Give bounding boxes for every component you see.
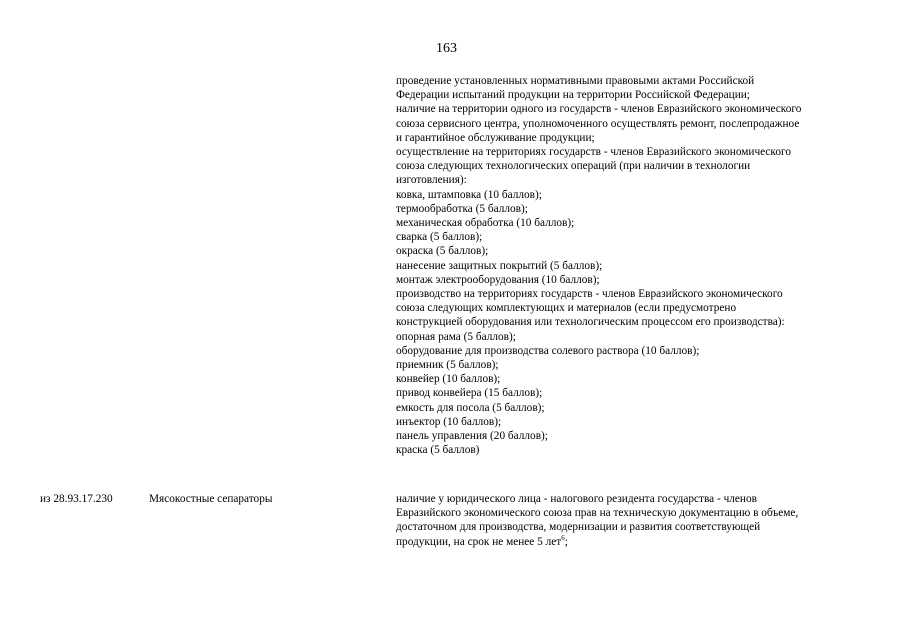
text-fragment: продукции, на срок не менее 5 лет xyxy=(396,535,562,548)
text-line: изготовления): xyxy=(396,174,467,187)
list-item: опорная рама (5 баллов); xyxy=(396,330,516,343)
list-item: нанесение защитных покрытий (5 баллов); xyxy=(396,259,603,272)
text-line: достаточном для производства, модернизации и развития соответствующей xyxy=(396,521,761,534)
text-line: конструкцией оборудования или технологическим процессом его производства): xyxy=(396,316,785,329)
list-item: ковка, штамповка (10 баллов); xyxy=(396,188,542,201)
requirements-cell xyxy=(396,492,886,549)
list-item: емкость для посола (5 баллов); xyxy=(396,401,545,414)
text-fragment-end: ; xyxy=(564,535,568,548)
text-line: производство на территориях государств - членов Евразийского экономического xyxy=(396,288,783,301)
list-item: механическая обработка (10 баллов); xyxy=(396,217,575,230)
list-item: краска (5 баллов) xyxy=(396,444,480,457)
list-item: панель управления (20 баллов); xyxy=(396,430,548,443)
list-item: оборудование для производства солевого раствора (10 баллов); xyxy=(396,344,700,357)
text-line: и гарантийное обслуживание продукции; xyxy=(396,131,595,144)
text-line-last xyxy=(396,535,886,549)
text-line: наличие на территории одного из государств - членов Евразийского экономического xyxy=(396,103,802,116)
list-item: приемник (5 баллов); xyxy=(396,359,499,372)
list-item: конвейер (10 баллов); xyxy=(396,373,501,386)
text-line: союза сервисного центра, уполномоченного осуществлять ремонт, послепродажное xyxy=(396,117,800,130)
text-line: союза следующих комплектующих и материалов (если предусмотрено xyxy=(396,302,737,315)
text-line: союза следующих технологических операций (при наличии в технологии xyxy=(396,160,751,173)
list-item: термообработка (5 баллов); xyxy=(396,202,528,215)
product-code: из 28.93.17.230 xyxy=(40,493,113,505)
list-item: привод конвейера (15 баллов); xyxy=(396,387,543,400)
list-item: окраска (5 баллов); xyxy=(396,245,489,258)
list-item: инъектор (10 баллов); xyxy=(396,415,502,428)
text-line: наличие у юридического лица - налогового резидента государства - членов xyxy=(396,493,757,505)
product-name: Мясокостные сепараторы xyxy=(149,493,273,505)
text-line: осуществление на территориях государств - членов Евразийского экономического xyxy=(396,146,791,159)
footnote-mark: 6 xyxy=(561,533,565,542)
list-item: сварка (5 баллов); xyxy=(396,231,483,244)
list-item: монтаж электрооборудования (10 баллов); xyxy=(396,273,600,286)
text-line: Федерации испытаний продукции на территории Российской Федерации; xyxy=(396,89,750,102)
text-line: Евразийского экономического союза прав на техническую документацию в объеме, xyxy=(396,507,799,520)
text-line: проведение установленных нормативными правовыми актами Российской xyxy=(396,75,755,87)
page-number: 163 xyxy=(436,41,457,56)
requirements-continued-block xyxy=(396,74,886,457)
